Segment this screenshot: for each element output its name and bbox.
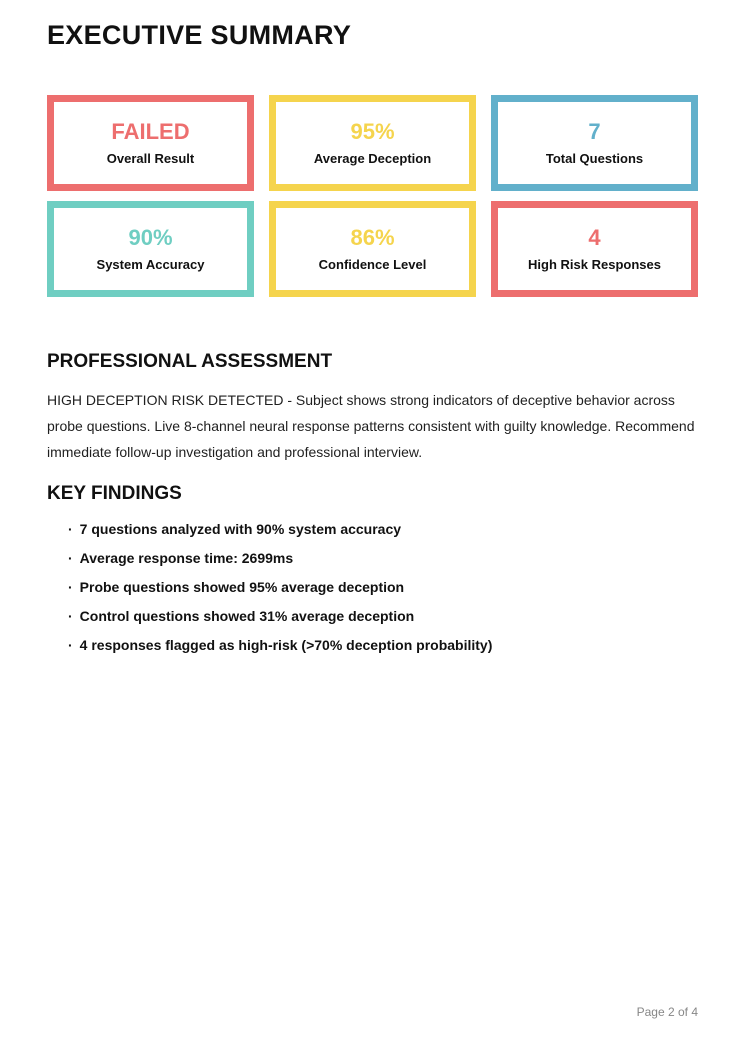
key-findings-heading: KEY FINDINGS — [47, 483, 182, 504]
metric-label: System Accuracy — [96, 257, 205, 272]
professional-assessment-body: HIGH DECEPTION RISK DETECTED - Subject shows strong indicators of deceptive behavior across probe questions. Live 8-channel neural response patterns consistent with guilty knowledge. Recommend immediate follow-up investigation and professional interview. — [47, 392, 695, 460]
metric-label: Total Questions — [545, 151, 644, 166]
key-finding-text: Control questions showed 31% average deception — [79, 608, 415, 624]
summary-cards — [47, 95, 698, 297]
key-finding-item — [68, 637, 698, 653]
key-finding-text: 4 responses flagged as high-risk (>70% deception probability) — [79, 637, 493, 653]
metric-card-total-questions — [491, 95, 698, 191]
metric-card-average-deception — [269, 95, 476, 191]
professional-assessment-heading: PROFESSIONAL ASSESSMENT — [47, 351, 333, 372]
metric-value: FAILED — [111, 119, 190, 144]
metric-card-confidence-level — [269, 201, 476, 297]
metric-label: Average Deception — [313, 151, 432, 166]
key-finding-text: 7 questions analyzed with 90% system accuracy — [79, 521, 402, 537]
key-finding-item — [68, 550, 698, 566]
metric-value: 4 — [588, 225, 601, 250]
metric-value: 95% — [350, 119, 395, 144]
metric-value: 90% — [128, 225, 173, 250]
bullet-dot-icon: · — [68, 608, 73, 624]
metric-label: Confidence Level — [318, 257, 427, 272]
key-finding-text: Probe questions showed 95% average deception — [79, 579, 405, 595]
metric-card-overall-result — [47, 95, 254, 191]
metric-value: 86% — [350, 225, 395, 250]
metric-card-system-accuracy — [47, 201, 254, 297]
page-number: Page 2 of 4 — [636, 1005, 698, 1019]
page-title: EXECUTIVE SUMMARY — [47, 20, 352, 50]
metric-label: High Risk Responses — [528, 257, 661, 272]
metric-card-high-risk-responses — [491, 201, 698, 297]
key-findings-list — [47, 521, 698, 653]
metric-label: Overall Result — [106, 151, 195, 166]
bullet-dot-icon: · — [68, 579, 73, 595]
key-finding-text: Average response time: 2699ms — [79, 550, 294, 566]
key-finding-item — [68, 608, 698, 624]
bullet-dot-icon: · — [68, 521, 73, 537]
key-finding-item — [68, 579, 698, 595]
bullet-dot-icon: · — [68, 550, 73, 566]
key-finding-item — [68, 521, 698, 537]
metric-value: 7 — [588, 119, 601, 144]
bullet-dot-icon: · — [68, 637, 73, 653]
